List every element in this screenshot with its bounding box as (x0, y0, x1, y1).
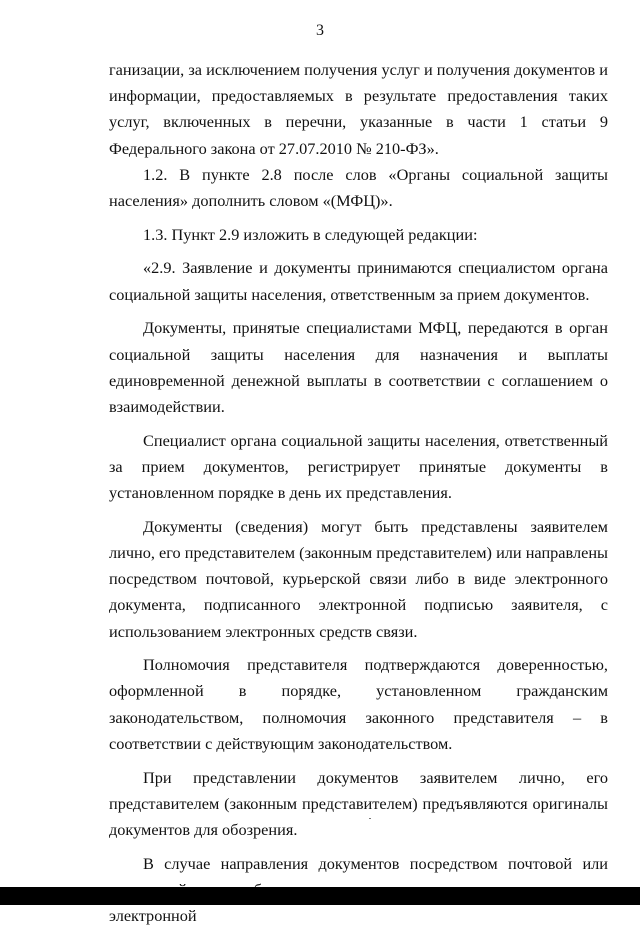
paragraph-mfc-documents: Документы, принятые специалистами МФЦ, передаются в орган социальной защиты населения для назначения и выплаты единовременной денежной выплаты в соответствии с соглашением о взаимодействии. (109, 318, 608, 416)
scan-bottom-edge (0, 887, 640, 905)
paragraph-submission-methods: Документы (сведения) могут быть представлены заявителем лично, его представителем (законным представителем) или направлены посредством почтовой, курьерской связи либо в виде электронного документа, подписанного электронной подписью заявителя, с использованием электронных средств связи. (109, 516, 608, 641)
paragraph-1-2: 1.2. В пункте 2.8 после слов «Органы социальной защиты населения» дополнить словом «(МФЦ)». (109, 164, 608, 211)
paragraph-1-3: 1.3. Пункт 2.9 изложить в следующей редакции: (143, 224, 478, 244)
page-number: 3 (316, 22, 324, 39)
paragraph-postal-submission: В случае направления документов посредством почтовой или электронной (109, 853, 608, 926)
paragraph-continuation: ганизации, за исключением получения услуг и получения документов и информации, предоставляемых в результате предоставления таких услуг, включенных в перечни, указанные в части 1 статьи 9 Федерального закона от 27.07.2010 № 210-ФЗ». (109, 60, 608, 158)
document-body (109, 57, 608, 937)
paragraph-originals: При представлении документов заявителем лично, его представителем (законным представителем) предъявляются оригиналы документов для обозрения. (109, 767, 608, 839)
paragraph-representative-powers: Полномочия представителя подтверждаются доверенностью, оформленной в порядке, установленном гражданским законодательством, полномочия законного представителя – в соответствии с действующим законодательством. (109, 655, 608, 753)
paragraph-specialist-registration: Специалист органа социальной защиты населения, ответственный за прием документов, регистрирует принятые документы в установленном порядке в день их представления. (109, 430, 608, 503)
paragraph-2-9: «2.9. Заявление и документы принимаются специалистом органа социальной защиты населения, ответственным за прием документов. (109, 258, 608, 304)
scan-speck (369, 818, 371, 819)
